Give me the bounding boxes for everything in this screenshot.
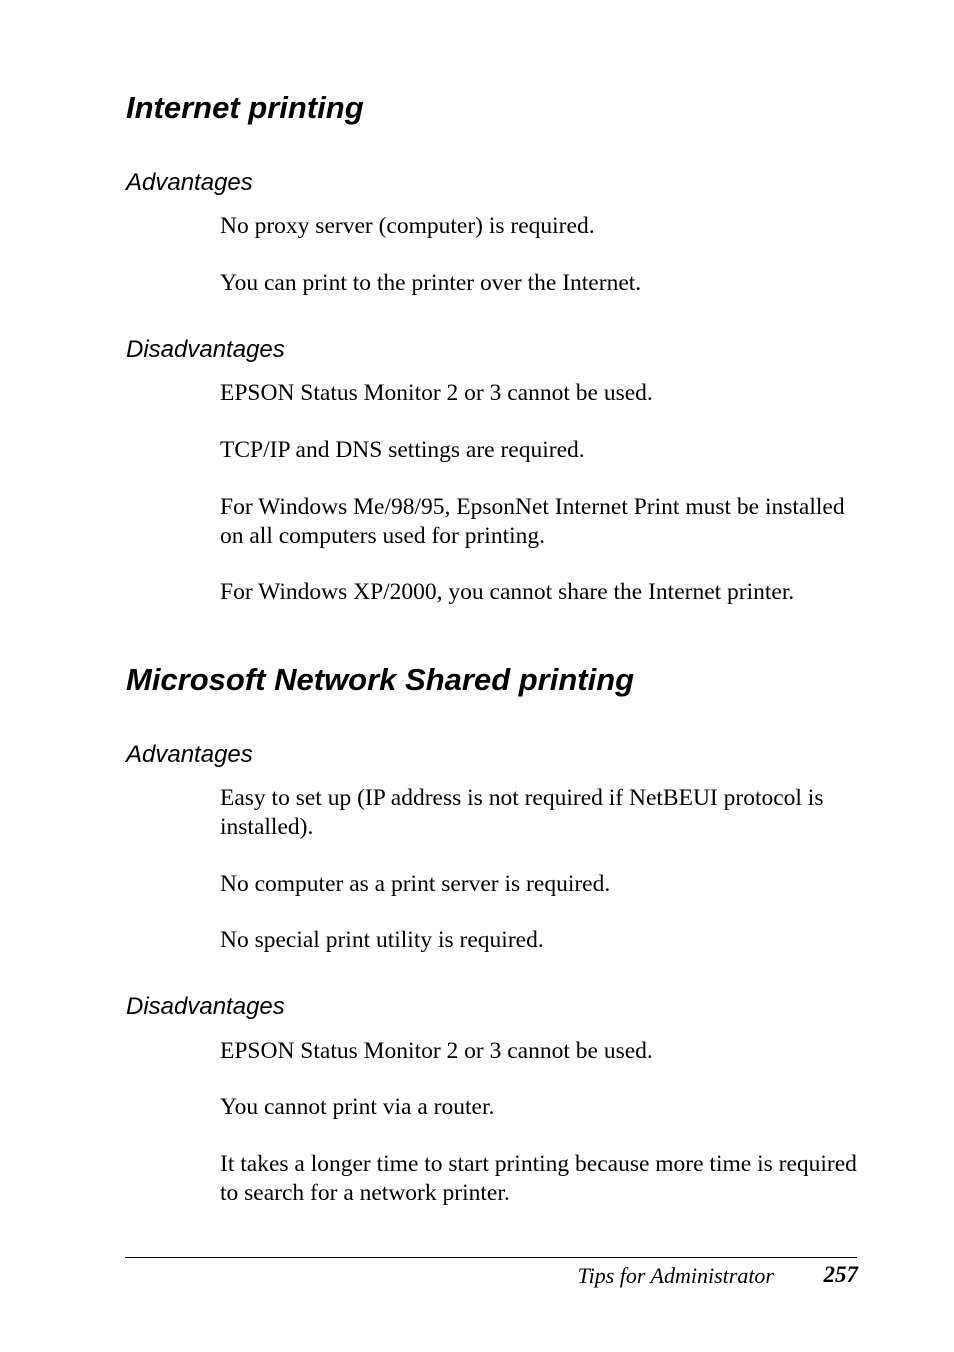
disadvantages-heading: Disadvantages bbox=[126, 993, 285, 1020]
advantage-item: Easy to set up (IP address is not required if NetBEUI protocol is installed). bbox=[220, 785, 824, 840]
advantages-heading: Advantages bbox=[126, 169, 253, 196]
advantage-item: No computer as a print server is required. bbox=[220, 871, 611, 897]
disadvantage-item: TCP/IP and DNS settings are required. bbox=[220, 437, 585, 463]
advantage-item: No special print utility is required. bbox=[220, 927, 544, 953]
page-number: 257 bbox=[823, 1262, 858, 1287]
advantage-item: You can print to the printer over the Internet. bbox=[220, 270, 642, 296]
disadvantage-item: It takes a longer time to start printing because more time is required to search for a network printer. bbox=[220, 1151, 857, 1206]
disadvantage-item: EPSON Status Monitor 2 or 3 cannot be used. bbox=[220, 1038, 653, 1064]
footer-chapter-title: Tips for Administrator bbox=[577, 1263, 774, 1288]
section-title-microsoft-network-shared-printing: Microsoft Network Shared printing bbox=[126, 662, 635, 697]
disadvantage-item: For Windows XP/2000, you cannot share the Internet printer. bbox=[220, 579, 795, 605]
footer-rule bbox=[125, 1257, 857, 1258]
advantages-heading: Advantages bbox=[126, 741, 253, 768]
section-title-internet-printing: Internet printing bbox=[126, 90, 364, 125]
disadvantage-item: EPSON Status Monitor 2 or 3 cannot be used. bbox=[220, 380, 653, 406]
disadvantages-heading: Disadvantages bbox=[126, 336, 285, 363]
disadvantage-item: For Windows Me/98/95, EpsonNet Internet Print must be installed on all computers used for printing. bbox=[220, 494, 845, 549]
disadvantage-item: You cannot print via a router. bbox=[220, 1094, 495, 1120]
advantage-item: No proxy server (computer) is required. bbox=[220, 213, 595, 239]
